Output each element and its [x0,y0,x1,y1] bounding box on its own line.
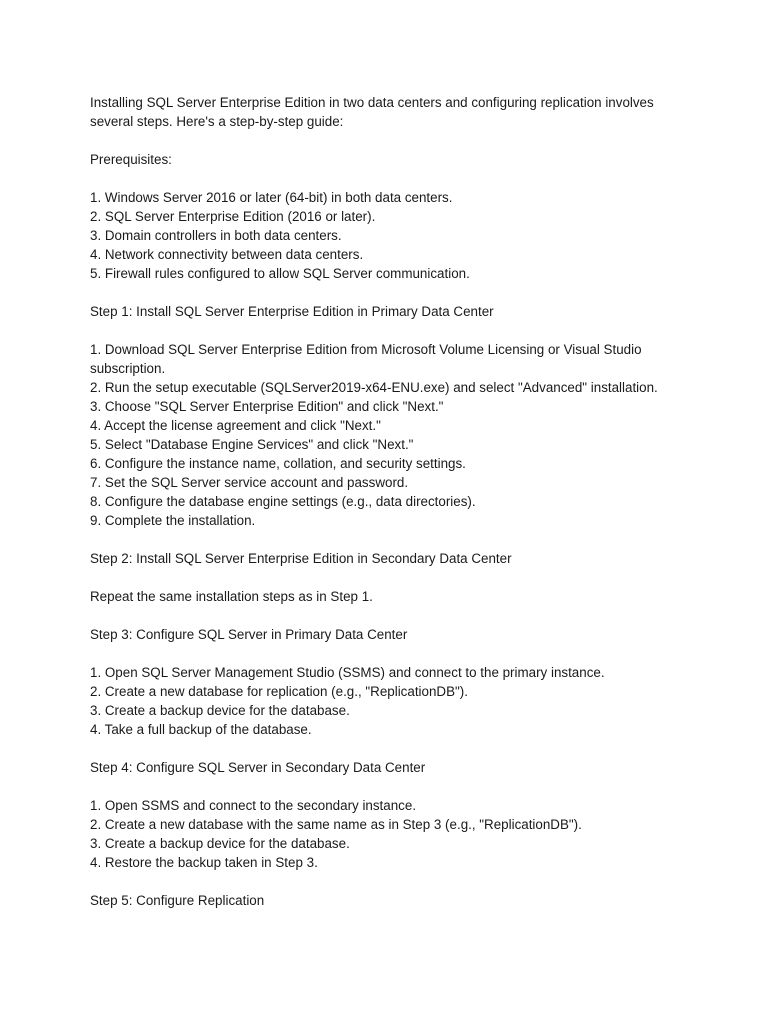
spacer [90,321,690,340]
list-item: 3. Create a backup device for the database. [90,836,350,851]
list-item: 7. Set the SQL Server service account and password. [90,475,409,490]
intro-paragraph: Installing SQL Server Enterprise Edition in two data centers and configuring replication involves several steps. Here's a step-by-step guide: [90,95,654,129]
step3-list [90,663,690,739]
spacer [90,739,690,758]
list-item: 8. Configure the database engine settings (e.g., data directories). [90,494,476,509]
list-item: 1. Download SQL Server Enterprise Edition from Microsoft Volume Licensing or Visual Studio subscription. [90,342,642,376]
prerequisites-list [90,188,690,283]
list-item: 2. Create a new database with the same name as in Step 3 (e.g., "ReplicationDB"). [90,817,582,832]
list-item: 2. Run the setup executable (SQLServer2019-x64-ENU.exe) and select "Advanced" installation. [90,380,658,395]
spacer [90,169,690,188]
list-item: 4. Restore the backup taken in Step 3. [90,855,318,870]
prerequisites-heading: Prerequisites: [90,152,172,167]
spacer [90,530,690,549]
spacer [90,568,690,587]
step4-heading: Step 4: Configure SQL Server in Secondary Data Center [90,760,426,775]
spacer [90,131,690,150]
list-item: 5. Select "Database Engine Services" and click "Next." [90,437,414,452]
spacer [90,283,690,302]
spacer [90,872,690,891]
step4-list [90,796,690,872]
document-page [90,93,690,910]
list-item: 3. Domain controllers in both data centers. [90,228,342,243]
list-item: 9. Complete the installation. [90,513,256,528]
step5-heading: Step 5: Configure Replication [90,893,265,908]
list-item: 4. Take a full backup of the database. [90,722,312,737]
list-item: 1. Open SQL Server Management Studio (SSMS) and connect to the primary instance. [90,665,605,680]
spacer [90,644,690,663]
step3-heading: Step 3: Configure SQL Server in Primary Data Center [90,627,408,642]
list-item: 4. Network connectivity between data centers. [90,247,364,262]
list-item: 6. Configure the instance name, collation, and security settings. [90,456,466,471]
list-item: 1. Windows Server 2016 or later (64-bit) in both data centers. [90,190,453,205]
list-item: 3. Create a backup device for the database. [90,703,350,718]
list-item: 2. Create a new database for replication (e.g., "ReplicationDB"). [90,684,468,699]
list-item: 2. SQL Server Enterprise Edition (2016 or later). [90,209,376,224]
step1-list [90,340,690,530]
step1-heading: Step 1: Install SQL Server Enterprise Edition in Primary Data Center [90,304,494,319]
list-item: 1. Open SSMS and connect to the secondary instance. [90,798,417,813]
spacer [90,777,690,796]
step2-text: Repeat the same installation steps as in Step 1. [90,589,373,604]
list-item: 5. Firewall rules configured to allow SQL Server communication. [90,266,470,281]
spacer [90,606,690,625]
list-item: 3. Choose "SQL Server Enterprise Edition" and click "Next." [90,399,444,414]
list-item: 4. Accept the license agreement and click "Next." [90,418,381,433]
step2-heading: Step 2: Install SQL Server Enterprise Edition in Secondary Data Center [90,551,512,566]
